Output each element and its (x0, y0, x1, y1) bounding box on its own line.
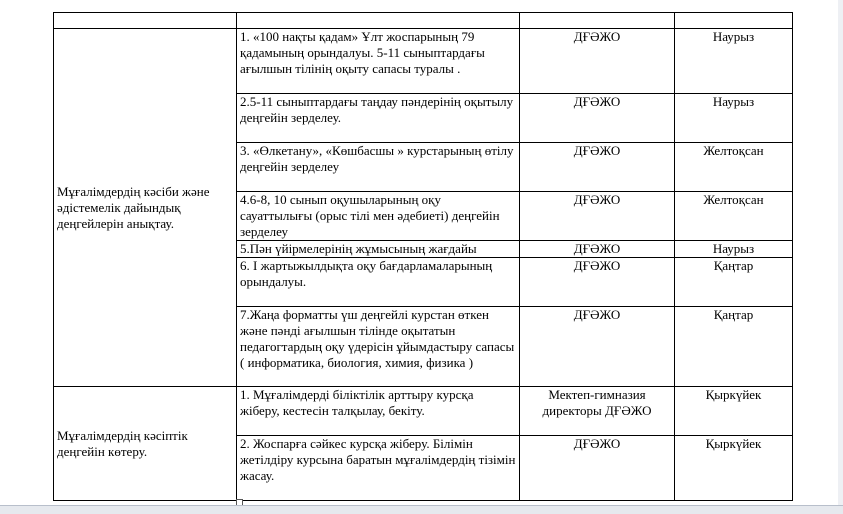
task-subjects: ( информатика, биология, химия, физика ) (240, 355, 474, 370)
responsible-cell: ДҒӘЖО (520, 29, 675, 94)
responsible-cell: Мектеп-гимназия директоры ДҒӘЖО (520, 387, 675, 436)
time-cell: Қыркүйек (675, 436, 793, 501)
responsible-cell: ДҒӘЖО (520, 258, 675, 307)
header-cell (520, 13, 675, 29)
responsible-cell: ДҒӘЖО (520, 143, 675, 192)
time-cell: Қыркүйек (675, 387, 793, 436)
task-cell (237, 307, 520, 387)
window-top-edge (0, 0, 843, 8)
responsible-cell: ДҒӘЖО (520, 307, 675, 387)
table-header-row (54, 13, 793, 29)
task-cell: 2. Жоспарға сәйкес курсқа жіберу. Білімін жетілдіру курсына баратын мұғалімдердің тізімін жасау. (237, 436, 520, 501)
header-cell (675, 13, 793, 29)
table-row (54, 387, 793, 436)
task-cell: 5.Пән үйірмелерінің жұмысының жағдайы (237, 241, 520, 258)
responsible-cell: ДҒӘЖО (520, 94, 675, 143)
task-cell: 4.6-8, 10 сынып оқушыларының оқу сауаттылығы (орыс тілі мен әдебиеті) деңгейін зерделеу (237, 192, 520, 241)
task-cell: 6. I жартыжылдықта оқу бағдарламаларының орындалуы. (237, 258, 520, 307)
responsible-cell: ДҒӘЖО (520, 436, 675, 501)
time-cell: Қаңтар (675, 258, 793, 307)
task-cell: 2.5-11 сыныптардағы таңдау пәндерінің оқытылу деңгейін зерделеу. (237, 94, 520, 143)
header-cell (237, 13, 520, 29)
responsible-cell: ДҒӘЖО (520, 192, 675, 241)
group-cell-qualification: Мұғалімдердің кәсіптік деңгейін көтеру. (54, 387, 237, 501)
time-cell: Наурыз (675, 29, 793, 94)
time-cell: Наурыз (675, 241, 793, 258)
time-cell: Қаңтар (675, 307, 793, 387)
plan-table (53, 12, 793, 501)
time-cell: Наурыз (675, 94, 793, 143)
group-cell-professional-readiness: Мұғалімдердің кәсіби және әдістемелік дайындық деңгейлерін анықтау. (54, 29, 237, 387)
table-row (54, 29, 793, 94)
window-right-edge (838, 0, 843, 513)
task-cell: 3. «Өлкетану», «Көшбасшы » курстарының өтілу деңгейін зерделеу (237, 143, 520, 192)
header-cell (54, 13, 237, 29)
task-text: 7.Жаңа форматты үш деңгейлі курстан өткен және пәнді ағылшын тілінде оқытатын педагогтардың оқу үдерісін ұйымдастыру сапасы (240, 307, 515, 354)
responsible-cell: ДҒӘЖО (520, 241, 675, 258)
task-cell: 1. «100 нақты қадам» Ұлт жоспарының 79 қадамының орындалуы. 5-11 сыныптардағы ағылшын тілінің оқыту сапасы туралы . (237, 29, 520, 94)
time-cell: Желтоқсан (675, 192, 793, 241)
time-cell: Желтоқсан (675, 143, 793, 192)
task-cell: 1. Мұғалімдерді біліктілік арттыру курсқа жіберу, кестесін талқылау, бекіту. (237, 387, 520, 436)
